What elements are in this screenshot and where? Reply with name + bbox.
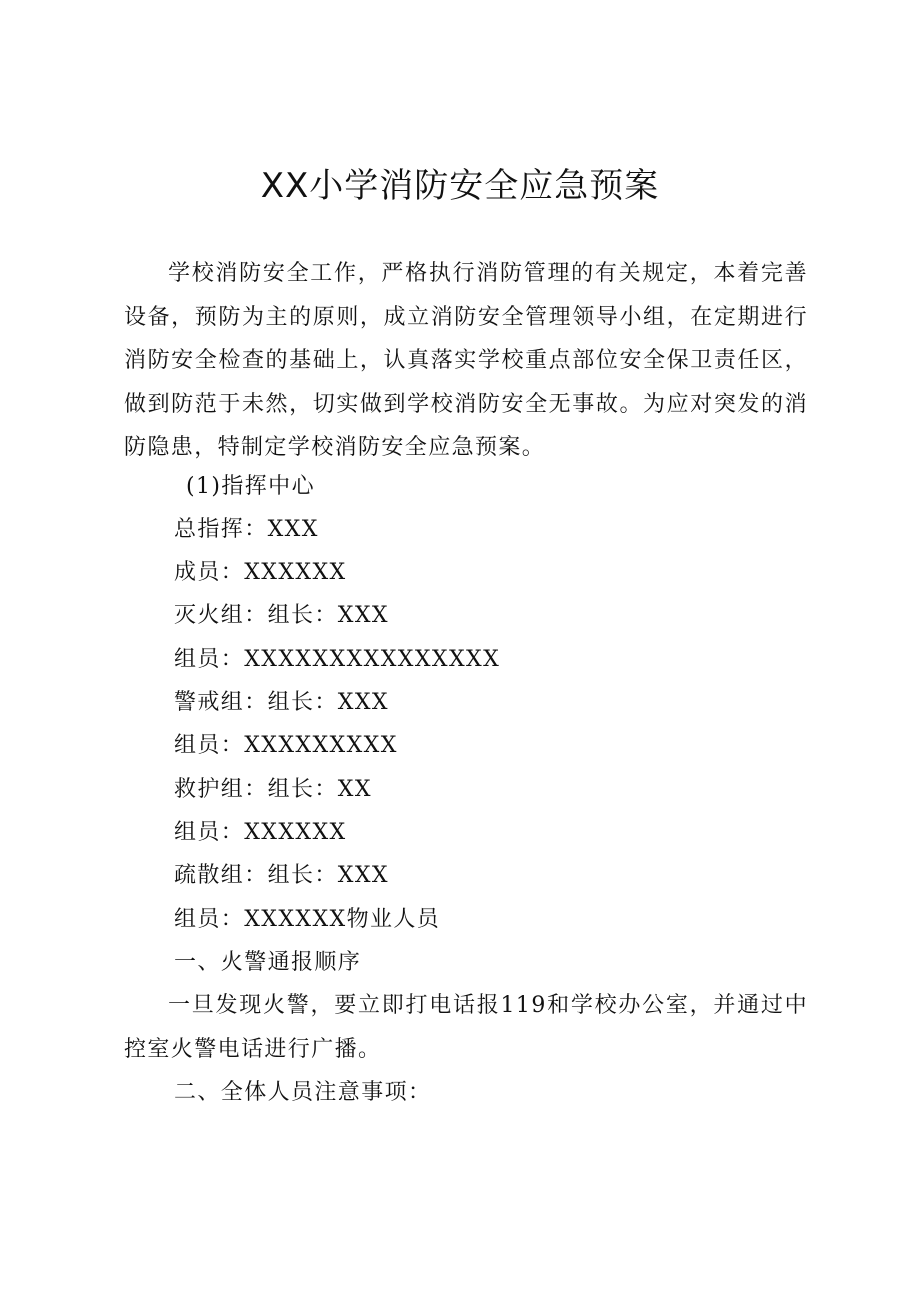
command-center-heading: (1)指挥中心 — [186, 474, 315, 499]
section1-body: 一旦发现火警，要立即打电话报119和学校办公室，并通过中控室火警电话进行广播。 — [124, 993, 808, 1062]
evac-group-members-line: 组员：XXXXXX物业人员 — [174, 907, 441, 932]
commander-line: 总指挥：XXX — [174, 517, 319, 542]
evac-group-leader-line: 疏散组：组长：XXX — [174, 863, 389, 888]
rescue-group-members-line: 组员：XXXXXX — [174, 820, 347, 845]
fire-group-leader-line: 灭火组：组长：XXX — [174, 603, 389, 628]
alert-group-leader-line: 警戒组：组长：XXX — [174, 690, 389, 715]
intro-paragraph: 学校消防安全工作，严格执行消防管理的有关规定，本着完善设备，预防为主的原则，成立消防安全管理领导小组，在定期进行消防安全检查的基础上，认真落实学校重点部位安全保卫责任区，做到防范于未然，切实做到学校消防安全无事故。为应对突发的消防隐患，特制定学校消防安全应急预案。 — [124, 261, 808, 460]
section2-heading: 二、全体人员注意事项： — [174, 1080, 432, 1105]
rescue-group-leader-line: 救护组：组长：XX — [174, 777, 372, 802]
alert-group-members-line: 组员：XXXXXXXXX — [174, 733, 398, 758]
fire-group-members-line: 组员：XXXXXXXXXXXXXXX — [174, 647, 501, 672]
members-line: 成员：XXXXXX — [174, 560, 347, 585]
section1-heading: 一、火警通报顺序 — [174, 950, 362, 975]
document-title: XX小学消防安全应急预案 — [260, 166, 660, 206]
